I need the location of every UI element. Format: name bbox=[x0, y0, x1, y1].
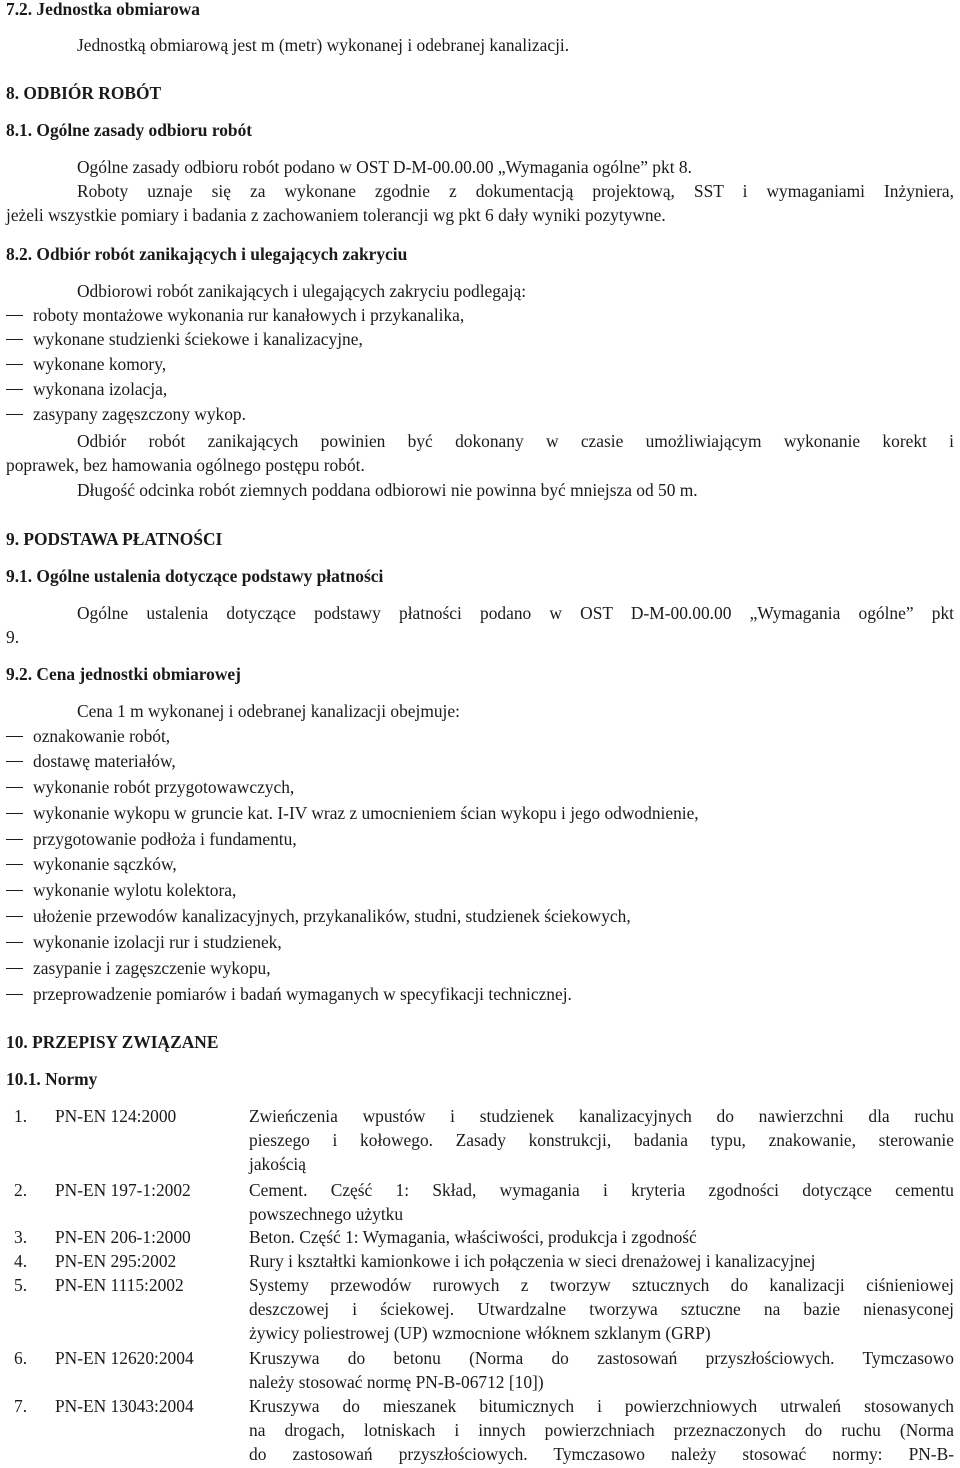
norm-description: Beton. Część 1: Wymagania, właściwości, produkcja i zgodność bbox=[249, 1227, 697, 1247]
norm-description: Systemy przewodów rurowych z tworzyw sztucznych do kanalizacji ciśnieniowej deszczowej i ściekowej. Utwardzalne tworzywa sztuczne na bazie nienasyconej żywicy poliestrowej (UP) wzmocnione włóknem szklanym (GRP) bbox=[249, 1275, 954, 1343]
section-9-1-paragraph-line-2: 9. bbox=[6, 627, 20, 647]
norm-code: PN-EN 13043:2004 bbox=[55, 1396, 194, 1416]
section-10-heading: 10. PRZEPISY ZWIĄZANE bbox=[6, 1032, 219, 1052]
section-8-1-paragraph-2-line-1: Roboty uznaje się za wykonane zgodnie z dokumentacją projektową, SST i wymaganiami Inżyniera, bbox=[77, 181, 954, 201]
norm-description: Rury i kształtki kamionkowe i ich połączenia w sieci drenażowej i kanalizacyjnej bbox=[249, 1251, 816, 1271]
section-9-1-paragraph-line-1: Ogólne ustalenia dotyczące podstawy płatności podano w OST D-M-00.00.00 „Wymagania ogólne” pkt bbox=[77, 603, 954, 623]
norm-code: PN-EN 295:2002 bbox=[55, 1251, 177, 1271]
norm-number: 4. bbox=[14, 1251, 28, 1271]
norm-number: 7. bbox=[14, 1396, 28, 1416]
section-8-2-paragraph-2-line-2: poprawek, bez hamowania ogólnego postępu robót. bbox=[6, 455, 365, 475]
section-9-heading: 9. PODSTAWA PŁATNOŚCI bbox=[6, 529, 223, 549]
norm-code: PN-EN 124:2000 bbox=[55, 1106, 177, 1126]
section-8-2-heading: 8.2. Odbiór robót zanikających i ulegających zakryciu bbox=[6, 244, 408, 264]
norm-number: 2. bbox=[14, 1180, 28, 1200]
section-7-2-paragraph: Jednostką obmiarową jest m (metr) wykonanej i odebranej kanalizacji. bbox=[77, 35, 570, 55]
section-8-1-paragraph-2-line-2: jeżeli wszystkie pomiary i badania z zachowaniem tolerancji wg pkt 6 dały wyniki pozytywne. bbox=[6, 205, 666, 225]
norm-description: Zwieńczenia wpustów i studzienek kanalizacyjnych do nawierzchni dla ruchu pieszego i kołowego. Zasady konstrukcji, badania typu, znakowanie, sterowanie jakością bbox=[249, 1106, 954, 1174]
norm-description: Cement. Część 1: Skład, wymagania i kryteria zgodności dotyczące cementu powszechnego użytku bbox=[249, 1180, 954, 1224]
norm-code: PN-EN 1115:2002 bbox=[55, 1275, 184, 1295]
norm-description: Kruszywa do betonu (Norma do zastosowań przyszłościowych. Tymczasowo należy stosować normę PN-B-06712 [10]) bbox=[249, 1348, 954, 1392]
section-9-2-heading: 9.2. Cena jednostki obmiarowej bbox=[6, 664, 241, 684]
section-8-1-heading: 8.1. Ogólne zasady odbioru robót bbox=[6, 120, 253, 140]
section-9-1-heading: 9.1. Ogólne ustalenia dotyczące podstawy płatności bbox=[6, 566, 384, 586]
norm-number: 3. bbox=[14, 1227, 28, 1247]
norm-code: PN-EN 12620:2004 bbox=[55, 1348, 194, 1368]
section-8-heading: 8. ODBIÓR ROBÓT bbox=[6, 83, 162, 103]
section-10-1-heading: 10.1. Normy bbox=[6, 1069, 98, 1089]
section-9-2-intro: Cena 1 m wykonanej i odebranej kanalizacji obejmuje: bbox=[77, 701, 460, 721]
section-8-2-paragraph-2-line-1: Odbiór robót zanikających powinien być dokonany w czasie umożliwiającym wykonanie korekt i bbox=[77, 431, 954, 451]
norm-number: 5. bbox=[14, 1275, 28, 1295]
norm-description: Kruszywa do mieszanek bitumicznych i powierzchniowych utrwaleń stosowanych na drogach, lotniskach i innych powierzchniach przeznaczonych do ruchu (Norma do zastosowań przyszłościowych. Tymczasowo należy stosować normy: PN-B- bbox=[249, 1396, 954, 1464]
norm-code: PN-EN 206-1:2000 bbox=[55, 1227, 191, 1247]
norm-code: PN-EN 197-1:2002 bbox=[55, 1180, 191, 1200]
section-7-2-heading: 7.2. Jednostka obmiarowa bbox=[6, 0, 200, 19]
norm-number: 6. bbox=[14, 1348, 28, 1368]
section-8-2-paragraph-3: Długość odcinka robót ziemnych poddana odbiorowi nie powinna być mniejsza od 50 m. bbox=[77, 480, 698, 500]
section-8-1-paragraph-1: Ogólne zasady odbioru robót podano w OST D-M-00.00.00 „Wymagania ogólne” pkt 8. bbox=[77, 157, 692, 177]
norm-number: 1. bbox=[14, 1106, 28, 1126]
section-8-2-intro: Odbiorowi robót zanikających i ulegających zakryciu podlegają: bbox=[77, 281, 527, 301]
